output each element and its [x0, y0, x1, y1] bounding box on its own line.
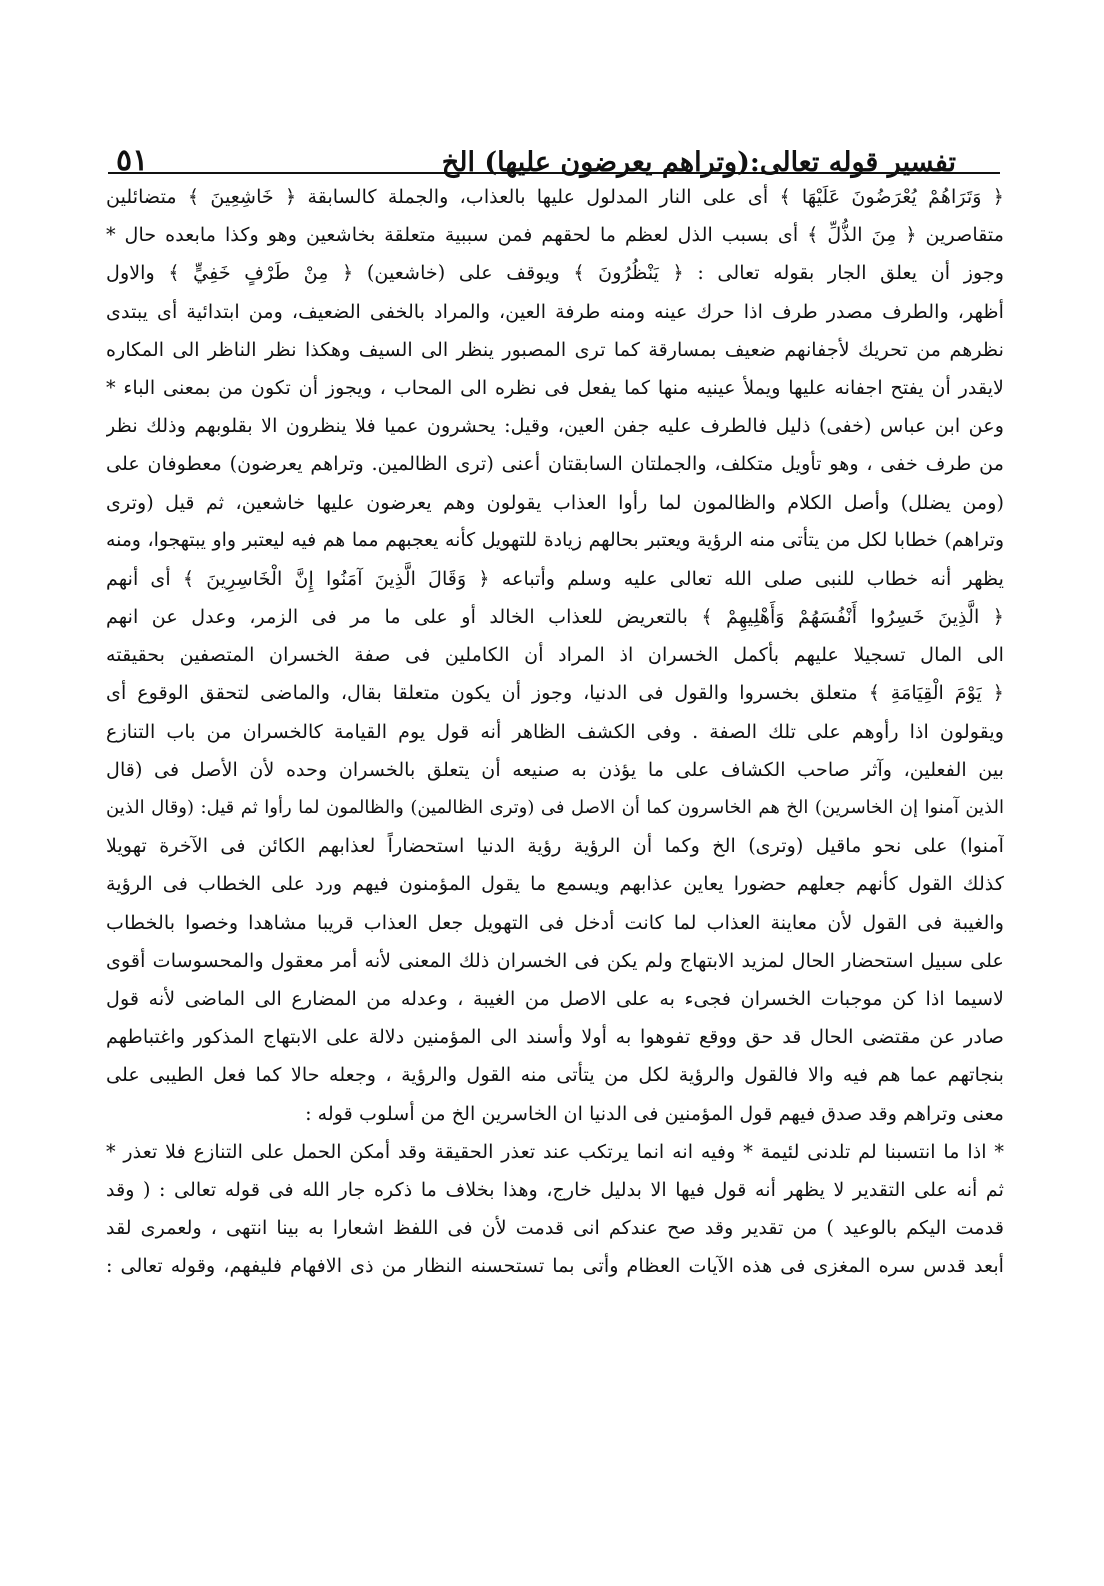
- header-rule: [108, 172, 1000, 174]
- text-line: ويقولون اذا رأوهم على تلك الصفة . وفى الكشف الظاهر أنه قول يوم القيامة كالخسران من باب التنازع: [106, 719, 1004, 743]
- text-line: أظهر، والطرف مصدر طرف اذا حرك عينه ومنه طرفة العين، والمراد بالخفى الضعيف، ومن ابتدائية أى يبتدى: [106, 299, 1004, 323]
- text-line: من طرف خفى ، وهو تأويل متكلف، والجملتان السابقتان أعنى (ترى الظالمين. وتراهم يعرضون) معطوفان على: [106, 452, 1004, 476]
- text-line: الى المال تسجيلا عليهم بأكمل الخسران اذ المراد أن الكاملين فى صفة الخسران المتصفين بحقيقته: [106, 643, 1004, 667]
- text-line: * اذا ما انتسبنا لم تلدنى لئيمة * وفيه انه انما يرتكب عند تعذر الحقيقة وقد أمكن الحمل على التنازع فلا تعذر *: [106, 1139, 1004, 1163]
- text-line: ثم أنه على التقدير لا يظهر أنه قول فيها الا بدليل خارج، وهذا بخلاف ما ذكره جار الله فى قوله تعالى : ( وقد: [106, 1177, 1004, 1201]
- text-line: يظهر أنه خطاب للنبى صلى الله تعالى عليه وسلم وأتباعه ﴿ وَقَالَ الَّذِينَ آمَنُوا إِنَّ الْخَاسِرِينَ ﴾ أى أنهم: [106, 566, 1004, 590]
- text-line: على سبيل استحضار الحال لمزيد الابتهاج ولم يكن فى الخسران ذلك المعنى لأنه أمر معقول والمحسوسات أقوى: [106, 948, 1004, 972]
- text-line: نظرهم من تحريك لأجفانهم ضعيف بمسارقة كما ترى المصبور ينظر الى السيف وهكذا نظر الناظر الى المكاره: [106, 337, 1004, 361]
- text-line: وعن ابن عباس (خفى) ذليل فالطرف عليه جفن العين، وقيل: يحشرون عميا فلا ينظرون الا بقلوبهم وذلك نظر: [106, 414, 1004, 438]
- text-line: لايقدر أن يفتح اجفانه عليها ويملأ عينيه منها كما يفعل فى نظره الى المحاب ، ويجوز أن تكون من بمعنى الباء *: [106, 375, 1004, 399]
- text-line: أبعد قدس سره المغزى فى هذه الآيات العظام وأتى بما تستحسنه النظار من ذى الافهام فليفهم، وقوله تعالى :: [106, 1254, 1004, 1278]
- text-line: الذين آمنوا إن الخاسرين) الخ هم الخاسرون كما أن الاصل فى (وترى الظالمين) والظالمون لما رأوا ثم قيل: (وقال الذين: [106, 797, 1004, 818]
- text-line: وتراهم) خطابا لكل من يتأتى منه الرؤية ويعتبر بحالهم زيادة للتهويل كأنه يعجبهم مما هم فيه ليعتبر واو يبتهجوا، ومنه: [106, 529, 1004, 551]
- page-number: ٥١: [116, 143, 149, 178]
- text-line: وجوز أن يعلق الجار بقوله تعالى : ﴿ يَنْظُرُونَ ﴾ ويوقف على (خاشعين) ﴿ مِنْ طَرْفٍ خَفِيٍّ ﴾ والاول: [106, 261, 1004, 285]
- text-line: والغيبة فى القول لأن معاينة العذاب لما كانت أدخل فى التهويل جعل العذاب قريبا مشاهدا وخصوا بالخطاب: [106, 910, 1004, 934]
- text-line: ﴿ وَتَرَاهُمْ يُعْرَضُونَ عَلَيْهَا ﴾ أى على النار المدلول عليها بالعذاب، والجملة كالسابقة ﴿ خَاشِعِينَ ﴾ متضائلين: [106, 185, 1004, 208]
- text-line: آمنوا) على نحو ماقيل (وترى) الخ وكما أن الرؤية رؤية الدنيا استحضاراً لعذابهم الكائن فى الآخرة تهويلا: [106, 834, 1004, 858]
- text-line: صادر عن مقتضى الحال قد حق ووقع تفوهوا به أولا وأسند الى المؤمنين دلالة على الابتهاج المذكور واغتباطهم: [106, 1025, 1004, 1049]
- text-line: كذلك القول كأنهم جعلهم حضورا يعاين عذابهم ويسمع ما يقول المؤمنون فيهم ورد على الخطاب فى الرؤية: [106, 872, 1004, 896]
- header-title: تفسير قوله تعالى:(وتراهم يعرضون عليها) الخ: [441, 147, 956, 178]
- text-line: معنى وتراهم وقد صدق فيهم قول المؤمنين فى الدنيا ان الخاسرين الخ من أسلوب قوله :: [305, 1101, 1004, 1125]
- text-line: بنجاتهم عما هم فيه والا فالقول والرؤية لكل من يتأتى منه القول والرؤية ، وجعله حالا كما فعل الطيبى على: [106, 1063, 1004, 1087]
- text-line: ﴿ يَوْمَ الْقِيَامَةِ ﴾ متعلق بخسروا والقول فى الدنيا، وجوز أن يكون متعلقا بقال، والماضى لتحقق الوقوع أى: [106, 681, 1004, 705]
- running-header: [108, 118, 996, 178]
- text-line: بين الفعلين، وآثر صاحب الكشاف على ما يؤذن به صنيعه أن يتعلق بالخسران وحده لأن الأصل فى (قال: [106, 757, 1004, 781]
- text-line: (ومن يضلل) وأصل الكلام والظالمون لما رأوا العذاب يقولون وهم يعرضون عليها خاشعين، ثم قيل (وترى: [106, 490, 1004, 514]
- text-line: لاسيما اذا كن موجبات الخسران فجىء به على الاصل من الغيبة ، وعدله من المضارع الى الماضى لأنه قول: [106, 986, 1004, 1010]
- text-body: [106, 178, 1004, 1285]
- text-line: متقاصرين ﴿ مِنَ الذُّلِّ ﴾ أى بسبب الذل لعظم ما لحقهم فمن سببية متعلقة بخاشعين وهو وكذا مابعده حال *: [106, 223, 1004, 247]
- text-line: ﴿ الَّذِينَ خَسِرُوا أَنْفُسَهُمْ وَأَهْلِيهِمْ ﴾ بالتعريض للعذاب الخالد أو على ما مر فى الزمر، وعدل عن انهم: [106, 605, 1004, 629]
- text-line: قدمت اليكم بالوعيد ) من تقدير وقد صح عندكم انى قدمت لأن فى اللفظ اشعارا به بينا انتهى ، ولعمرى لقد: [106, 1216, 1004, 1240]
